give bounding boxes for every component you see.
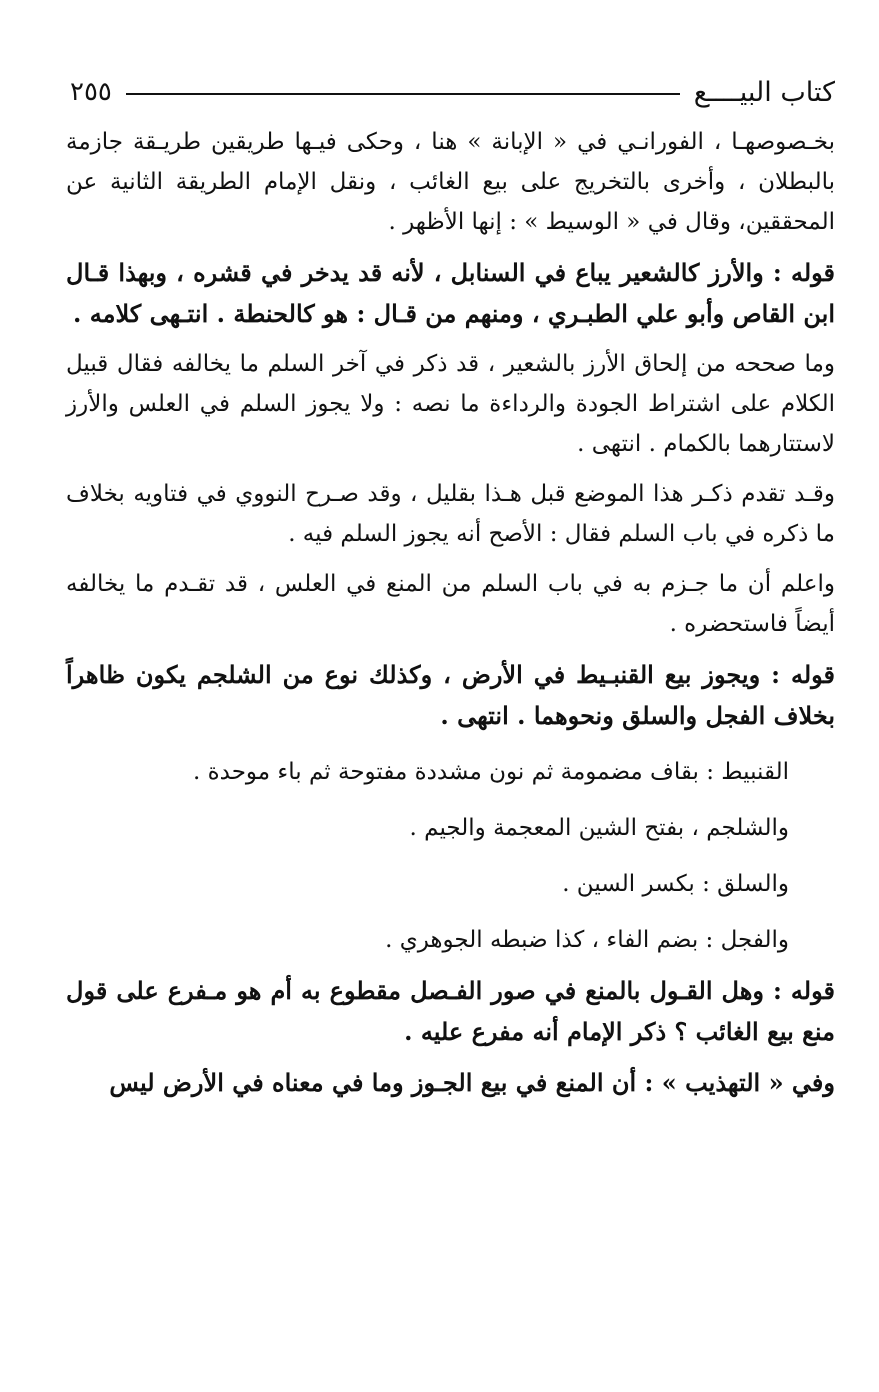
definition-line: القنبيط : بقاف مضمومة ثم نون مشددة مفتوحة ثم باء موحدة .: [192, 759, 789, 785]
running-header: [66, 70, 835, 114]
chapter-title: كتاب البيــــع: [693, 76, 835, 108]
page-number: ٢٥٥: [70, 77, 112, 107]
quoted-statement: قوله : ويجوز بيع القنبـيط في الأرض ، وكذلك نوع من الشلجم يكون ظاهراً بخلاف الفجل والسلق ونحوهما . انتهى .: [66, 660, 835, 730]
definition-line: والفجل : بضم الفاء ، كذا ضبطه الجوهري .: [385, 927, 789, 953]
header-rule: [126, 93, 680, 95]
definition-line: والشلجم ، بفتح الشين المعجمة والجيم .: [409, 815, 789, 841]
page-body: [66, 122, 835, 1103]
definition-line: والسلق : بكسر السين .: [562, 871, 789, 897]
paragraph: بخـصوصهـا ، الفورانـي في « الإبانة » هنا ، وحكى فيـها طريقين طريـقة جازمة بالبطلان ، وأخرى بالتخريج على بيع الغائب ، ونقل الإمام الطريقة الثانية عن المحققين، وقال في « الوسيط » : إنها الأظهر .: [66, 129, 835, 235]
paragraph: وقـد تقدم ذكـر هذا الموضع قبل هـذا بقليل ، وقد صـرح النووي في فتاويه بخلاف ما ذكره في باب السلم فقال : الأصح أنه يجوز السلم فيه .: [66, 481, 835, 547]
quoted-statement: قوله : وهل القـول بالمنع في صور الفـصل مقطوع به أم هو مـفرع على قول منع بيع الغائب ؟ ذكر الإمام أنه مفرع عليه .: [66, 976, 835, 1046]
paragraph: واعلم أن ما جـزم به في باب السلم من المنع في العلس ، قد تقـدم ما يخالفه أيضاً فاستحضره .: [66, 571, 835, 637]
paragraph: وما صححه من إلحاق الأرز بالشعير ، قد ذكر في آخر السلم ما يخالفه فقال قبيل الكلام على اشتراط الجودة والرداءة ما نصه : ولا يجوز السلم في العلس والأرز لاستتارهما بالكمام . انتهى .: [66, 351, 835, 457]
paragraph-continued: وفي « التهذيب » : أن المنع في بيع الجـوز وما في معناه في الأرض ليس: [109, 1068, 835, 1097]
quoted-statement: قوله : والأرز كالشعير يباع في السنابل ، لأنه قد يدخر في قشره ، وبهذا قـال ابن القاص وأبو علي الطبـري ، ومنهم من قـال : هو كالحنطة . انتـهى كلامه .: [66, 258, 835, 328]
